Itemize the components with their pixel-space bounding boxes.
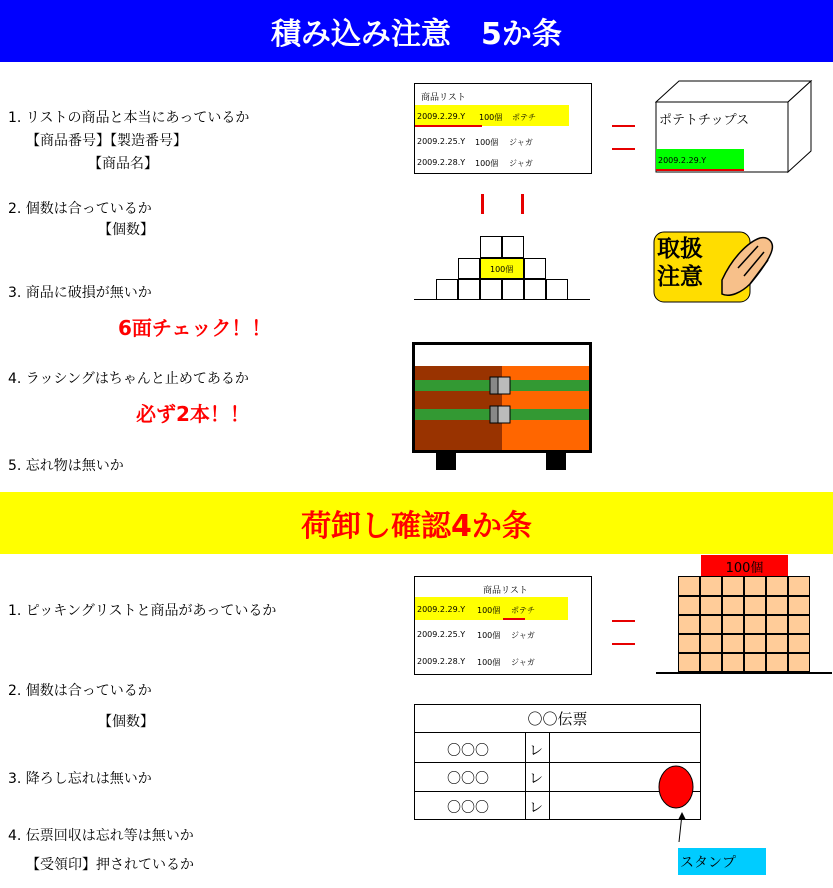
section1-item-5: 5. 忘れ物は無いか — [8, 458, 124, 474]
caution-text-line1: 取扱 — [657, 236, 703, 262]
row-date: 2009.2.29.Y — [417, 112, 466, 121]
caution-text-line2: 注意 — [657, 264, 703, 290]
equals-mark-top — [612, 125, 635, 127]
slip-row-name: 〇〇〇 — [447, 771, 489, 787]
row-date: 2009.2.25.Y — [417, 630, 466, 639]
note-two-straps: 必ず2本！！ — [136, 402, 250, 426]
row-name: ジャガ — [509, 138, 533, 147]
row-date: 2009.2.29.Y — [417, 605, 466, 614]
truck-lashing-illustration — [412, 342, 592, 472]
product-list-title: 商品リスト — [421, 93, 466, 103]
row-name: ジャガ — [511, 631, 535, 640]
slip-row-name: 〇〇〇 — [447, 743, 489, 759]
equals-mark-top — [612, 620, 635, 622]
slip-row-name: 〇〇〇 — [447, 800, 489, 816]
underline — [415, 125, 482, 127]
slip-row-mark: レ — [529, 743, 543, 759]
section2-item-4: 4. 伝票回収は忘れ等は無いか — [8, 828, 194, 844]
section1-item-2: 2. 個数は合っているか — [8, 201, 152, 217]
slip-row-mark: レ — [529, 771, 543, 787]
underline — [503, 618, 525, 620]
slip-row-mark: レ — [529, 800, 543, 816]
row-date: 2009.2.28.Y — [417, 158, 466, 167]
section2-item-1: 1. ピッキングリストと商品があっているか — [8, 603, 277, 619]
count-tick-right — [521, 194, 524, 214]
row-qty: 100個 — [479, 113, 503, 122]
section1-item-2-sub: 【個数】 — [98, 222, 154, 238]
stack-label: 100個 — [490, 265, 514, 274]
note-six-sides: 6面チェック！！ — [118, 316, 272, 340]
section1-item-3: 3. 商品に破損が無いか — [8, 285, 152, 301]
row-date: 2009.2.28.Y — [417, 657, 466, 666]
section1-item-1: 1. リストの商品と本当にあっているか — [8, 110, 250, 126]
stamp-mark — [655, 762, 700, 844]
section1-item-1-sub1: 【商品番号】【製造番号】 — [26, 133, 187, 149]
row-date: 2009.2.25.Y — [417, 137, 466, 146]
count-tick-left — [481, 194, 484, 214]
box-date: 2009.2.29.Y — [658, 156, 707, 165]
section2-title: 荷卸し確認4か条 — [0, 492, 833, 554]
row-qty: 100個 — [475, 159, 499, 168]
slip-title: 〇〇伝票 — [415, 705, 700, 733]
row-name: ジャガ — [511, 658, 535, 667]
section1-title: 積み込み注意 5か条 — [0, 0, 833, 62]
equals-mark-bottom — [612, 643, 635, 645]
box-label: ポテトチップス — [659, 113, 750, 128]
section1-item-1-sub2: 【商品名】 — [88, 156, 158, 172]
pallet-label: 100個 — [701, 555, 788, 577]
section2-item-3: 3. 降ろし忘れは無いか — [8, 771, 152, 787]
product-list-card — [414, 83, 592, 174]
section1-item-4: 4. ラッシングはちゃんと止めてあるか — [8, 371, 249, 387]
row-name: ジャガ — [509, 159, 533, 168]
row-qty: 100個 — [477, 658, 501, 667]
row-qty: 100個 — [477, 606, 501, 615]
stamp-label: スタンプ — [678, 848, 766, 875]
row-qty: 100個 — [475, 138, 499, 147]
row-name: ポテチ — [511, 606, 535, 615]
picking-list-card — [414, 576, 592, 675]
section2-item-2-sub: 【個数】 — [98, 714, 154, 730]
equals-mark-bottom — [612, 148, 635, 150]
picking-list-title: 商品リスト — [483, 586, 528, 596]
row-name: ポテチ — [512, 113, 536, 122]
row-qty: 100個 — [477, 631, 501, 640]
section2-item-4-sub: 【受領印】押されているか — [26, 857, 194, 873]
section2-item-2: 2. 個数は合っているか — [8, 683, 152, 699]
